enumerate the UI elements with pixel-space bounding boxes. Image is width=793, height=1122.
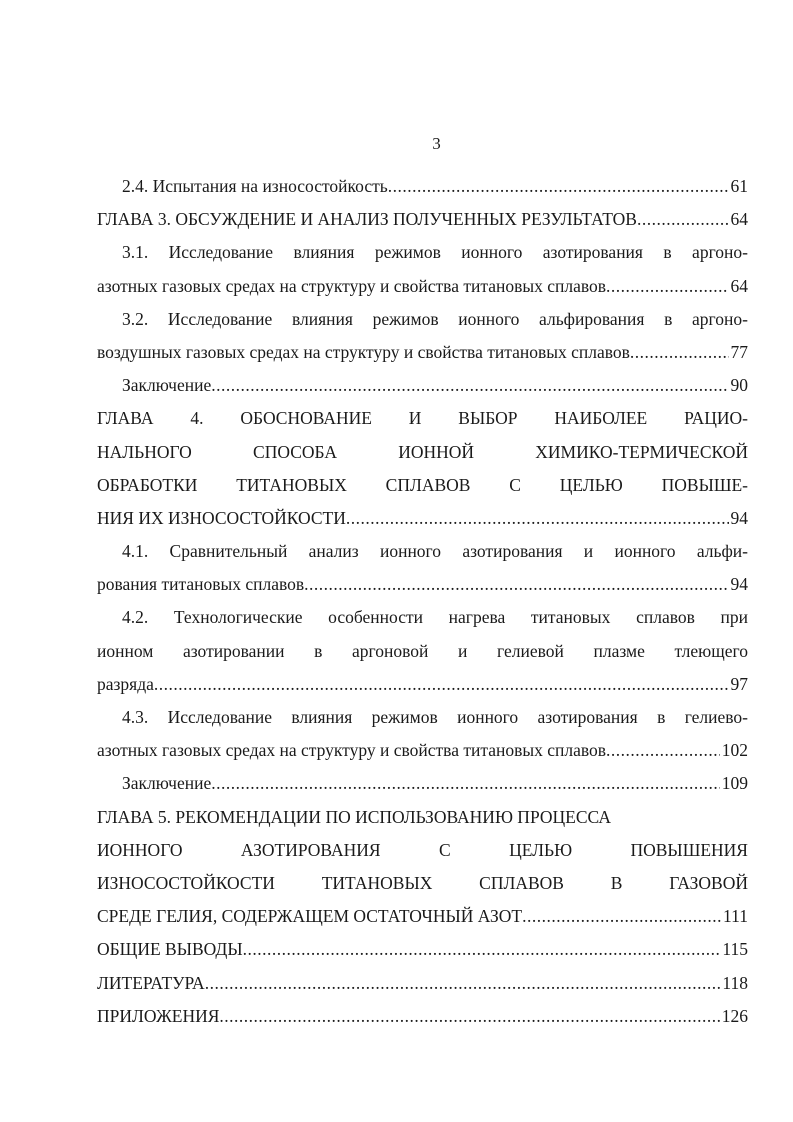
dot-leader bbox=[219, 1002, 719, 1030]
toc-entry bbox=[97, 769, 748, 802]
toc-entry-title: Заключение bbox=[122, 773, 212, 794]
toc-entry-title: ИЗНОСОСТОЙКОСТИ ТИТАНОВЫХ СПЛАВОВ В ГАЗОВОЙ bbox=[97, 872, 748, 893]
toc-entry-page: 77 bbox=[730, 341, 748, 362]
toc-entry-title: ГЛАВА 3. ОБСУЖДЕНИЕ И АНАЛИЗ ПОЛУЧЕННЫХ РЕЗУЛЬТАТОВ bbox=[97, 209, 637, 230]
toc-entry bbox=[97, 935, 748, 968]
toc-entry-title: 3.1. Исследование влияния режимов ионного азотирования в аргоно- bbox=[122, 242, 748, 263]
toc-entry-page: 126 bbox=[721, 1005, 748, 1026]
toc-entry-continued bbox=[97, 438, 748, 471]
dot-leader bbox=[211, 371, 728, 399]
toc-entry-title: Заключение bbox=[122, 375, 212, 396]
toc-entry-title: разряда bbox=[97, 673, 154, 694]
toc-entry-page: 61 bbox=[730, 176, 748, 196]
toc-entry-page: 94 bbox=[730, 507, 748, 528]
toc-entry-continued bbox=[97, 305, 748, 338]
toc-entry bbox=[97, 205, 748, 238]
dot-leader bbox=[304, 570, 728, 598]
toc-entry-continued bbox=[97, 471, 748, 504]
toc-entry-title: 4.1. Сравнительный анализ ионного азотирования и ионного альфи- bbox=[122, 541, 748, 562]
toc-entry bbox=[97, 902, 748, 935]
toc-entry bbox=[97, 504, 748, 537]
toc-entry-title: ЛИТЕРАТУРА bbox=[97, 972, 205, 993]
dot-leader bbox=[630, 338, 729, 366]
toc-entry-continued bbox=[97, 404, 748, 437]
toc-entry-title: 4.3. Исследование влияния режимов ионного азотирования в гелиево- bbox=[122, 707, 748, 727]
toc-entry-title: ИОННОГО АЗОТИРОВАНИЯ С ЦЕЛЬЮ ПОВЫШЕНИЯ bbox=[97, 839, 748, 860]
toc-entry-continued bbox=[97, 703, 748, 736]
toc-entry-title: 3.2. Исследование влияния режимов ионного альфирования в аргоно- bbox=[122, 308, 748, 329]
dot-leader bbox=[211, 769, 720, 797]
toc-entry-title: ОБРАБОТКИ ТИТАНОВЫХ СПЛАВОВ С ЦЕЛЬЮ ПОВЫШЕ- bbox=[97, 474, 748, 495]
toc-entry-page: 109 bbox=[721, 773, 748, 794]
toc-entry-continued bbox=[97, 238, 748, 271]
dot-leader bbox=[154, 670, 729, 698]
toc-entry-title: 2.4. Испытания на износостойкость bbox=[122, 176, 388, 196]
toc-entry-title: азотных газовых средах на структуру и свойства титановых сплавов bbox=[97, 740, 607, 761]
toc-entry-page: 90 bbox=[730, 375, 748, 396]
toc-entry bbox=[97, 272, 748, 305]
toc-entry-title: СРЕДЕ ГЕЛИЯ, СОДЕРЖАЩЕМ ОСТАТОЧНЫЙ АЗОТ bbox=[97, 906, 523, 927]
toc-entry-continued bbox=[97, 537, 748, 570]
toc-entry-page: 64 bbox=[730, 275, 748, 296]
toc-entry-continued bbox=[97, 869, 748, 902]
toc-entry-page: 64 bbox=[730, 209, 748, 230]
dot-leader bbox=[243, 935, 721, 963]
toc-entry-page: 102 bbox=[721, 740, 748, 761]
dot-leader bbox=[606, 736, 720, 764]
toc-entry-continued bbox=[97, 637, 748, 670]
toc-entry bbox=[97, 1002, 748, 1035]
toc-entry-title: ГЛАВА 4. ОБОСНОВАНИЕ И ВЫБОР НАИБОЛЕЕ РАЦИО- bbox=[97, 408, 748, 429]
toc-entry-page: 118 bbox=[722, 972, 748, 993]
toc-entry-title: НИЯ ИХ ИЗНОСОСТОЙКОСТИ bbox=[97, 507, 346, 528]
toc-entry-page: 111 bbox=[723, 906, 748, 927]
dot-leader bbox=[606, 272, 728, 300]
dot-leader bbox=[637, 205, 729, 233]
toc-entry-continued bbox=[97, 803, 748, 836]
toc-entry-title: воздушных газовых средах на структуру и свойства титановых сплавов bbox=[97, 341, 630, 362]
toc-entry-title: НАЛЬНОГО СПОСОБА ИОННОЙ ХИМИКО-ТЕРМИЧЕСКОЙ bbox=[97, 441, 748, 462]
page-number: 3 bbox=[432, 134, 441, 153]
toc-entry bbox=[97, 570, 748, 603]
toc-entry bbox=[97, 371, 748, 404]
toc-entry bbox=[97, 969, 748, 1002]
toc-entry-page: 94 bbox=[730, 574, 748, 595]
dot-leader bbox=[346, 504, 729, 532]
toc-entry bbox=[97, 670, 748, 703]
toc-entry-title: 4.2. Технологические особенности нагрева титановых сплавов при bbox=[122, 607, 748, 628]
toc-entry-title: азотных газовых средах на структуру и свойства титановых сплавов bbox=[97, 275, 607, 296]
toc-entry-title: ионном азотировании в аргоновой и гелиевой плазме тлеющего bbox=[97, 640, 748, 661]
toc-entry bbox=[97, 338, 748, 371]
toc-entry-title: рования титановых сплавов bbox=[97, 574, 305, 595]
toc-entry bbox=[97, 736, 748, 769]
dot-leader bbox=[522, 902, 721, 930]
toc-entry-page: 115 bbox=[722, 939, 748, 960]
toc-entry-title: ГЛАВА 5. РЕКОМЕНДАЦИИ ПО ИСПОЛЬЗОВАНИЮ ПРОЦЕССА bbox=[97, 806, 611, 827]
toc-entry bbox=[97, 172, 748, 205]
table-of-contents bbox=[97, 172, 748, 1035]
dot-leader bbox=[205, 969, 721, 997]
toc-entry-page: 97 bbox=[730, 673, 748, 694]
toc-entry-continued bbox=[97, 836, 748, 869]
toc-entry-continued bbox=[97, 603, 748, 636]
toc-entry-title: ПРИЛОЖЕНИЯ bbox=[97, 1005, 220, 1026]
toc-entry-title: ОБЩИЕ ВЫВОДЫ bbox=[97, 939, 243, 960]
dot-leader bbox=[388, 172, 729, 200]
